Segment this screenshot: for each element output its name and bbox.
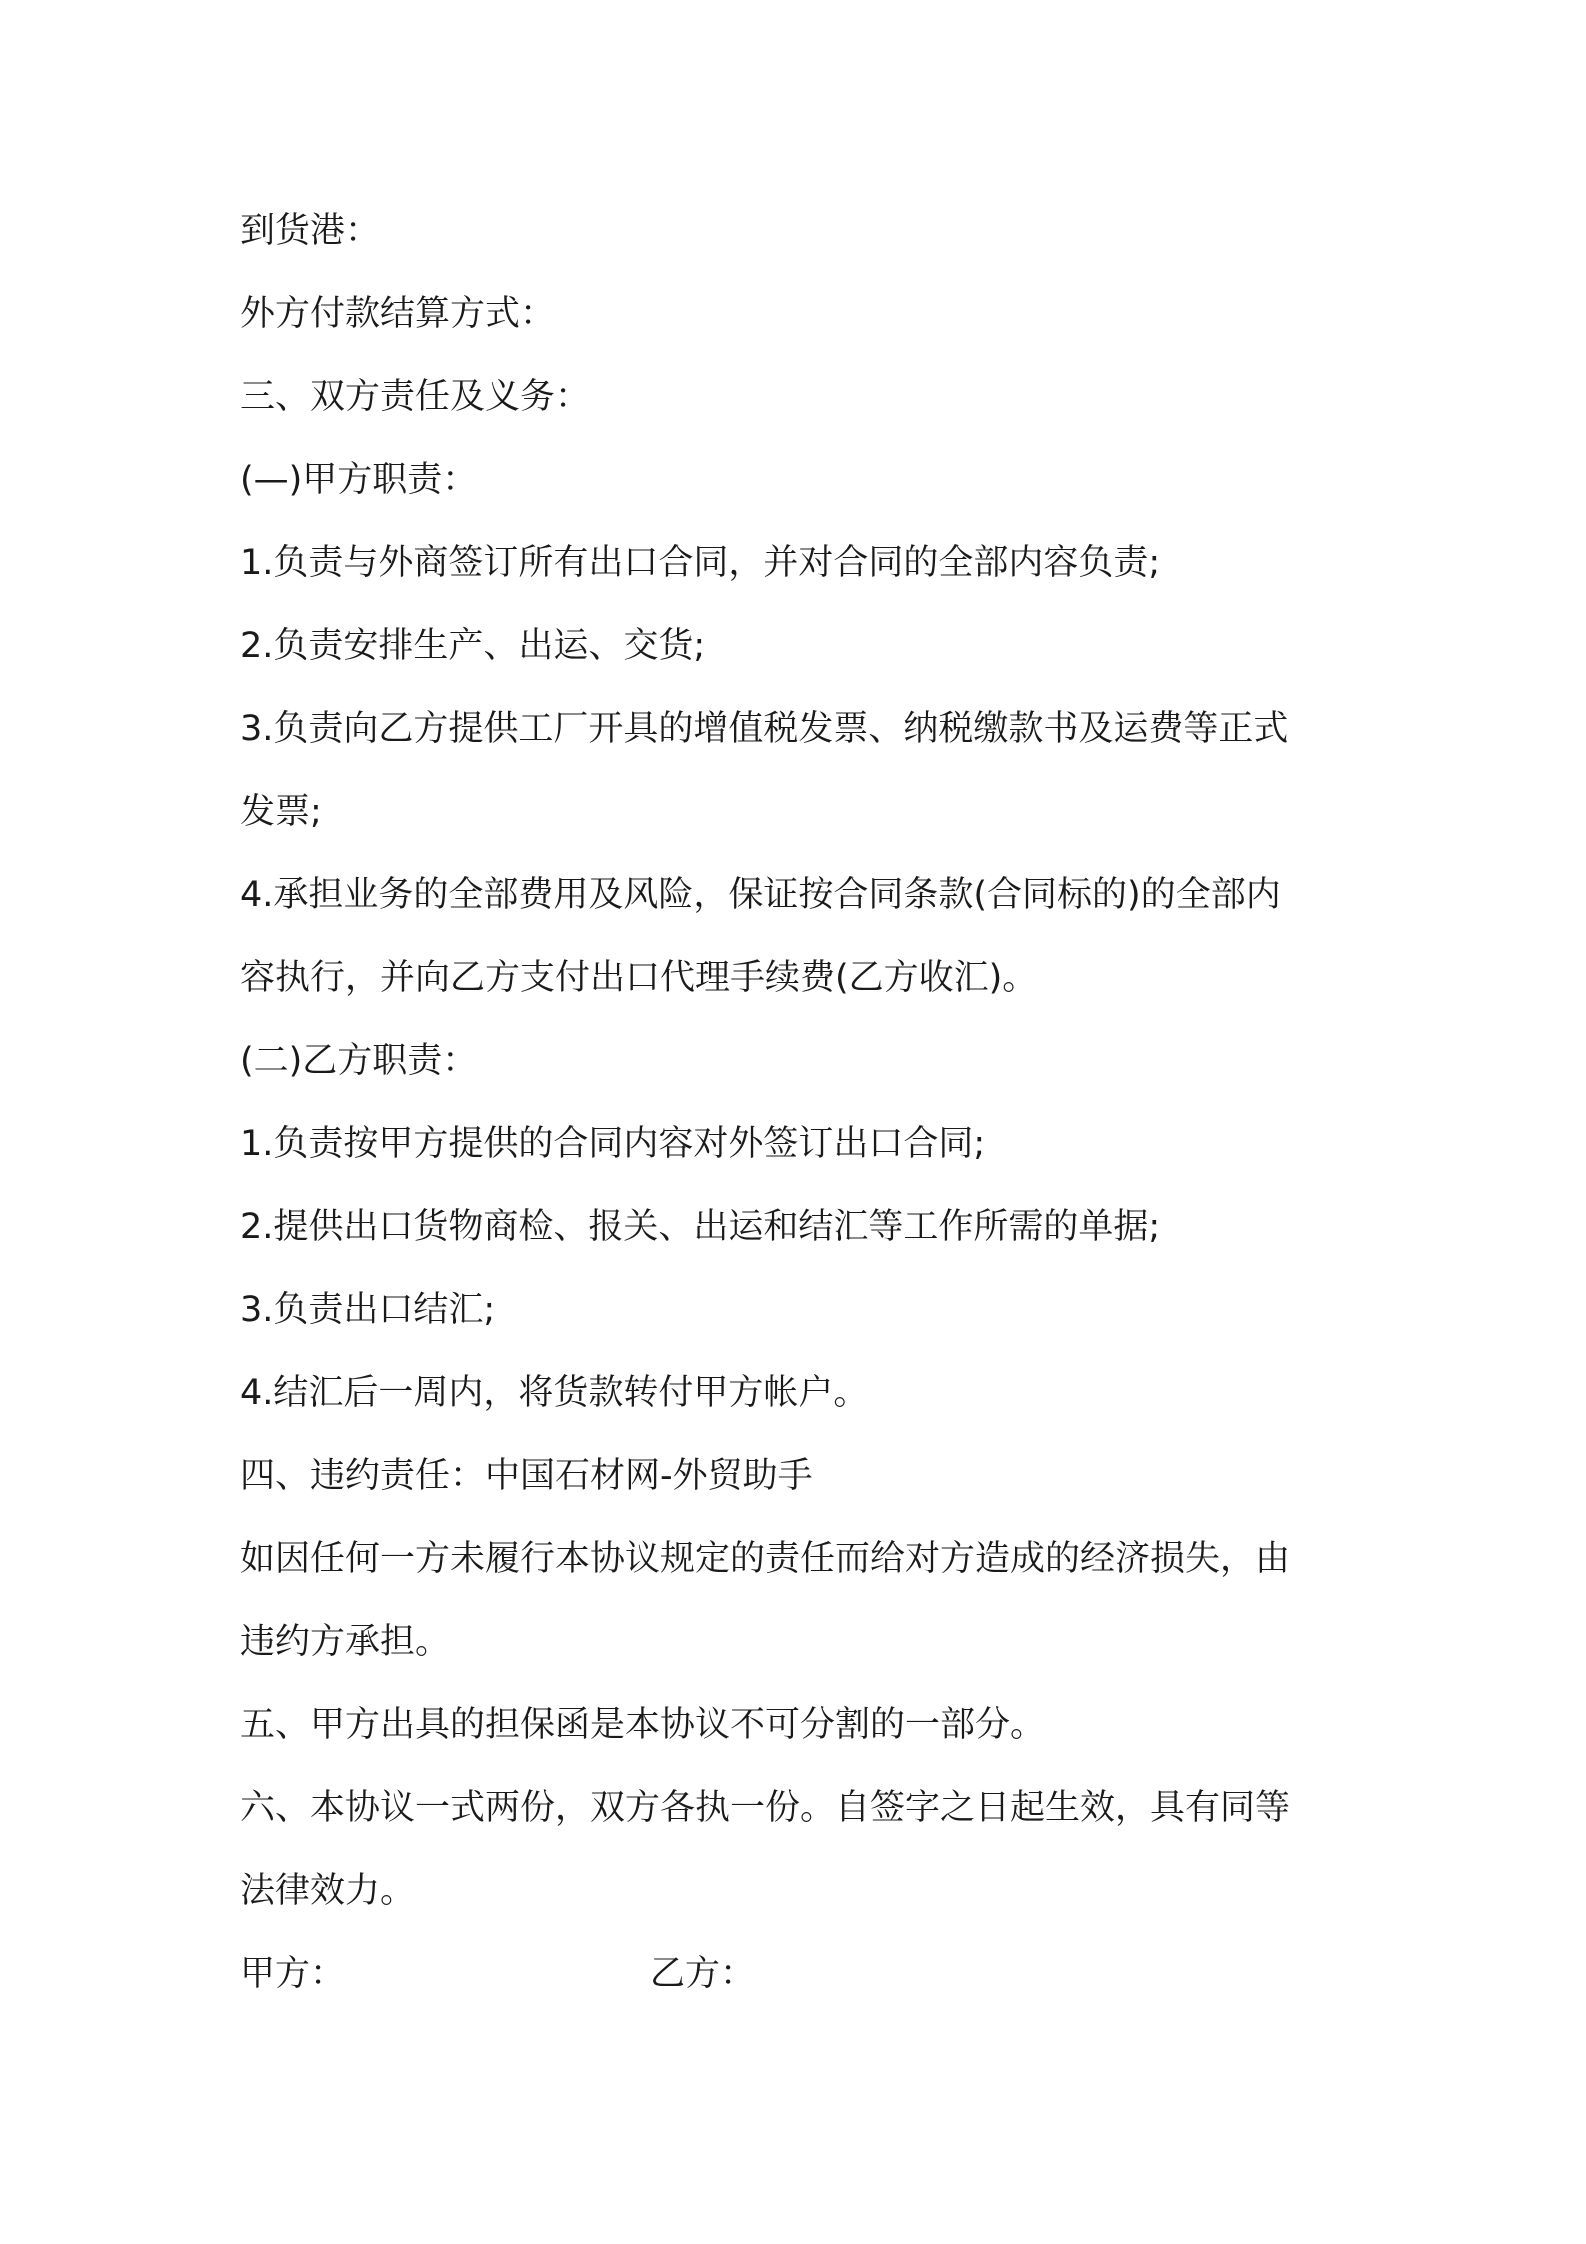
subsection-heading: (—)甲方职责： (240, 460, 478, 500)
text-line: 发票; (240, 792, 322, 832)
section-heading: 四、违约责任：中国石材网-外贸助手 (240, 1456, 813, 1496)
signature-row (240, 1933, 1360, 2016)
text-line: 2.负责安排生产、出运、交货; (240, 626, 706, 666)
text-line: 六、本协议一式两份，双方各执一份。自签字之日起生效，具有同等 (240, 1788, 1291, 1828)
document-body (240, 190, 1360, 2016)
text-line: 违约方承担。 (240, 1622, 451, 1662)
text-line: 法律效力。 (240, 1871, 416, 1911)
party-b-signature-label: 乙方： (650, 1954, 756, 1994)
text-line: 如因任何一方未履行本协议规定的责任而给对方造成的经济损失，由 (240, 1539, 1291, 1579)
section-heading: 三、双方责任及义务： (240, 377, 591, 417)
section-heading: 五、甲方出具的担保函是本协议不可分割的一部分。 (240, 1705, 1046, 1745)
text-line: 1.负责按甲方提供的合同内容对外签订出口合同; (240, 1124, 986, 1164)
text-line: 3.负责向乙方提供工厂开具的增值税发票、纳税缴款书及运费等正式 (240, 709, 1289, 749)
text-line: 4.承担业务的全部费用及风险，保证按合同条款(合同标的)的全部内 (240, 875, 1281, 915)
text-line: 外方付款结算方式： (240, 294, 556, 334)
text-line: 1.负责与外商签订所有出口合同，并对合同的全部内容负责; (240, 543, 1161, 583)
party-a-signature-label: 甲方： (240, 1954, 346, 1994)
text-line: 到货港： (240, 211, 381, 251)
text-line: 2.提供出口货物商检、报关、出运和结汇等工作所需的单据; (240, 1207, 1161, 1247)
text-line: 4.结汇后一周内，将货款转付甲方帐户。 (240, 1373, 869, 1413)
text-line: 容执行，并向乙方支付出口代理手续费(乙方收汇)。 (240, 958, 1038, 998)
subsection-heading: (二)乙方职责： (240, 1041, 478, 1081)
text-line: 3.负责出口结汇; (240, 1290, 496, 1330)
